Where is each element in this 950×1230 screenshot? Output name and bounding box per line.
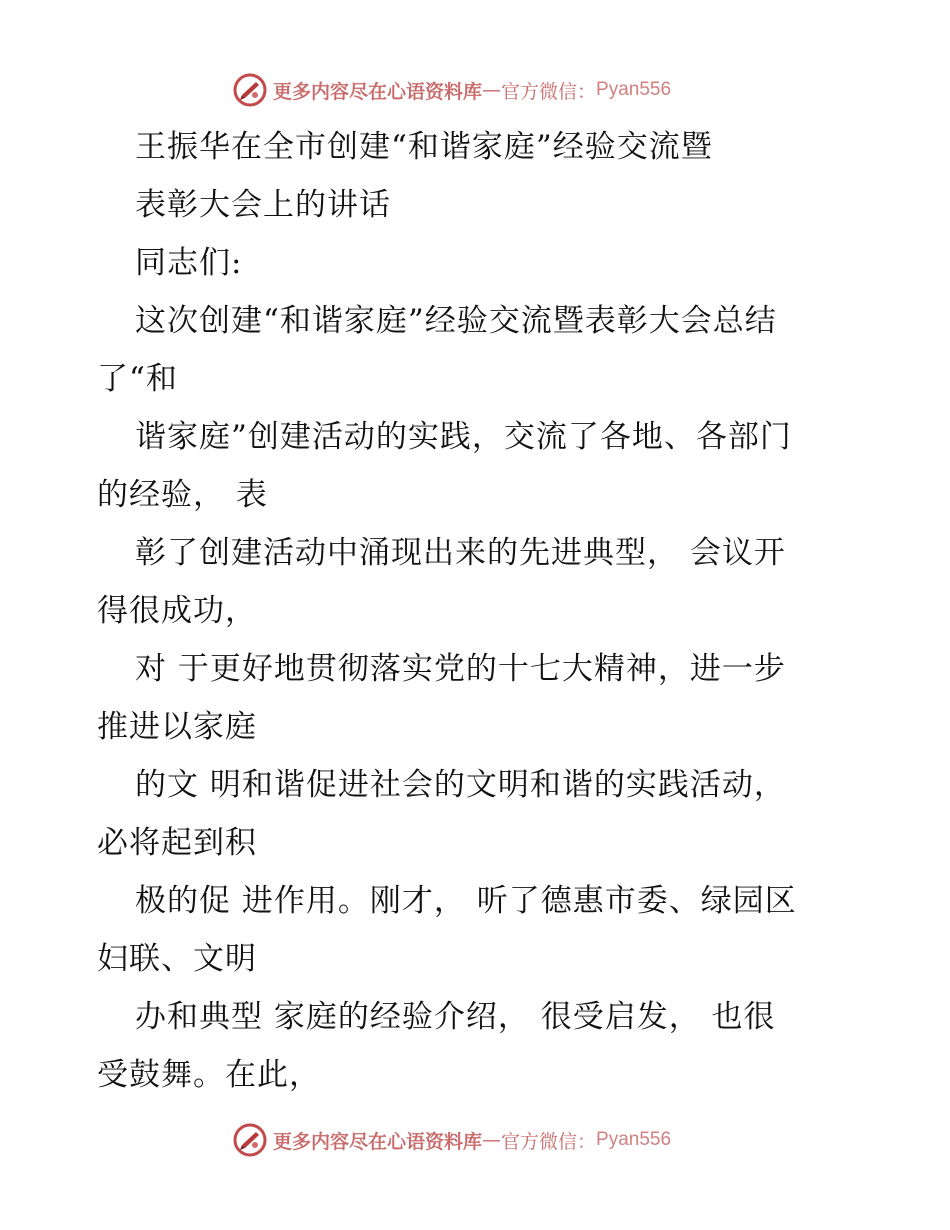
paragraph-line: 的经验， 表: [97, 477, 268, 513]
paragraph-line: 了“和: [97, 361, 178, 397]
document-body: [97, 118, 857, 1104]
paragraph-line: 受鼓舞。在此，: [97, 1057, 321, 1093]
document-title-line-1: 王振华在全市创建“和谐家庭”经验交流暨: [135, 129, 713, 165]
banner-wechat-label: 官方微信：: [501, 1130, 597, 1153]
banner-dash: —: [482, 1129, 502, 1151]
paragraph-line: 的文 明和谐促进社会的文明和谐的实践活动，: [135, 767, 786, 803]
banner-wechat-label: 官方微信：: [501, 80, 597, 103]
banner-wechat-id: Pyan556: [596, 1129, 672, 1150]
paragraph-line: 必将起到积: [97, 825, 257, 861]
logo-icon: [233, 1123, 267, 1157]
document-title-line-2: 表彰大会上的讲话: [135, 187, 391, 223]
banner-main-text: 更多内容尽在心语资料库: [273, 80, 483, 103]
paragraph-line: 办和典型 家庭的经验介绍， 很受启发， 也很: [135, 999, 776, 1035]
paragraph-line: 极的促 进作用。刚才， 听了德惠市委、绿园区: [135, 883, 797, 919]
paragraph-line: 妇联、文明: [97, 941, 257, 977]
banner-wechat-id: Pyan556: [596, 79, 672, 100]
banner-dash: —: [482, 79, 502, 101]
paragraph-line: 对 于更好地贯彻落实党的十七大精神，进一步: [135, 651, 786, 687]
header-banner: [233, 72, 671, 108]
salutation: 同志们:: [135, 245, 243, 281]
paragraph-line: 谐家庭”创建活动的实践，交流了各地、各部门: [135, 419, 792, 455]
paragraph-line: 推进以家庭: [97, 709, 257, 745]
paragraph-line: 这次创建“和谐家庭”经验交流暨表彰大会总结: [135, 303, 777, 339]
banner-main-text: 更多内容尽在心语资料库: [273, 1130, 483, 1153]
paragraph-line: 得很成功，: [97, 593, 257, 629]
paragraph-line: 彰了创建活动中涌现出来的先进典型， 会议开: [135, 535, 786, 571]
logo-icon: [233, 73, 267, 107]
footer-banner: [233, 1122, 671, 1158]
